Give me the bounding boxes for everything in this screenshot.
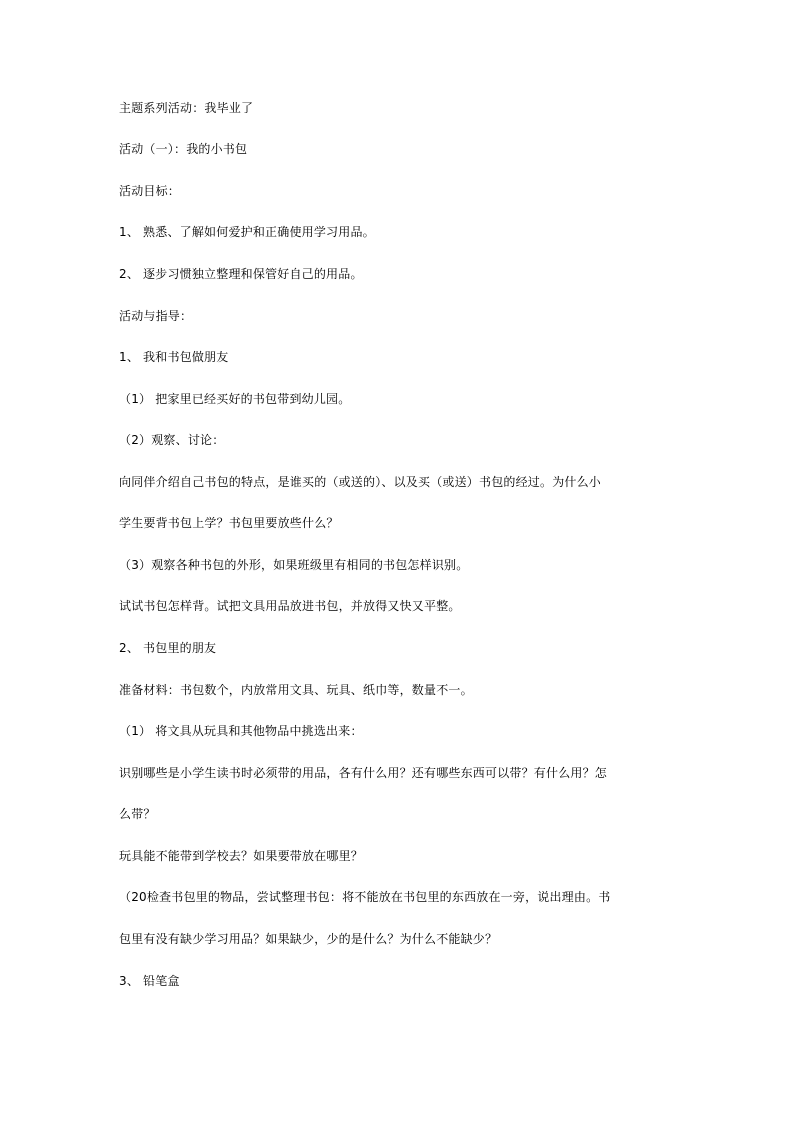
section-2-heading: 2、 书包里的朋友 xyxy=(119,641,217,655)
paragraph-line: 试试书包怎样背。试把文具用品放进书包，并放得又快又平整。 xyxy=(119,599,461,613)
guidance-heading: 活动与指导： xyxy=(119,309,193,323)
paragraph-line: 么带？ xyxy=(119,807,156,821)
section-2-step-2: （20检查书包里的物品，尝试整理书包：将不能放在书包里的东西放在一旁，说出理由。书 xyxy=(119,890,611,904)
goals-heading: 活动目标： xyxy=(119,184,181,198)
goal-item-1: 1、 熟悉、了解如何爱护和正确使用学习用品。 xyxy=(119,225,375,239)
paragraph-line: 向同伴介绍自己书包的特点，是谁买的（或送的）、以及买（或送）书包的经过。为什么小 xyxy=(119,475,602,489)
section-1-heading: 1、 我和书包做朋友 xyxy=(119,350,229,364)
materials-line: 准备材料：书包数个，内放常用文具、玩具、纸巾等，数量不一。 xyxy=(119,683,473,697)
paragraph-line: 学生要背书包上学？书包里要放些什么？ xyxy=(119,516,339,530)
section-1-step-2: （2）观察、讨论： xyxy=(119,433,225,447)
paragraph-line: 识别哪些是小学生读书时必须带的用品，各有什么用？还有哪些东西可以带？有什么用？怎 xyxy=(119,766,608,780)
title-line: 主题系列活动：我毕业了 xyxy=(119,101,254,115)
activity-heading: 活动（一）：我的小书包 xyxy=(119,142,248,156)
section-1-step-1: （1） 把家里已经买好的书包带到幼儿园。 xyxy=(119,392,351,406)
paragraph-line: 玩具能不能带到学校去？如果要带放在哪里？ xyxy=(119,849,364,863)
paragraph-line: 包里有没有缺少学习用品？如果缺少，少的是什么？为什么不能缺少？ xyxy=(119,932,498,946)
section-3-heading: 3、 铅笔盒 xyxy=(119,974,180,988)
section-2-step-1: （1） 将文具从玩具和其他物品中挑选出来： xyxy=(119,724,363,738)
section-1-step-3: （3）观察各种书包的外形，如果班级里有相同的书包怎样识别。 xyxy=(119,558,469,572)
goal-item-2: 2、 逐步习惯独立整理和保管好自己的用品。 xyxy=(119,267,363,281)
